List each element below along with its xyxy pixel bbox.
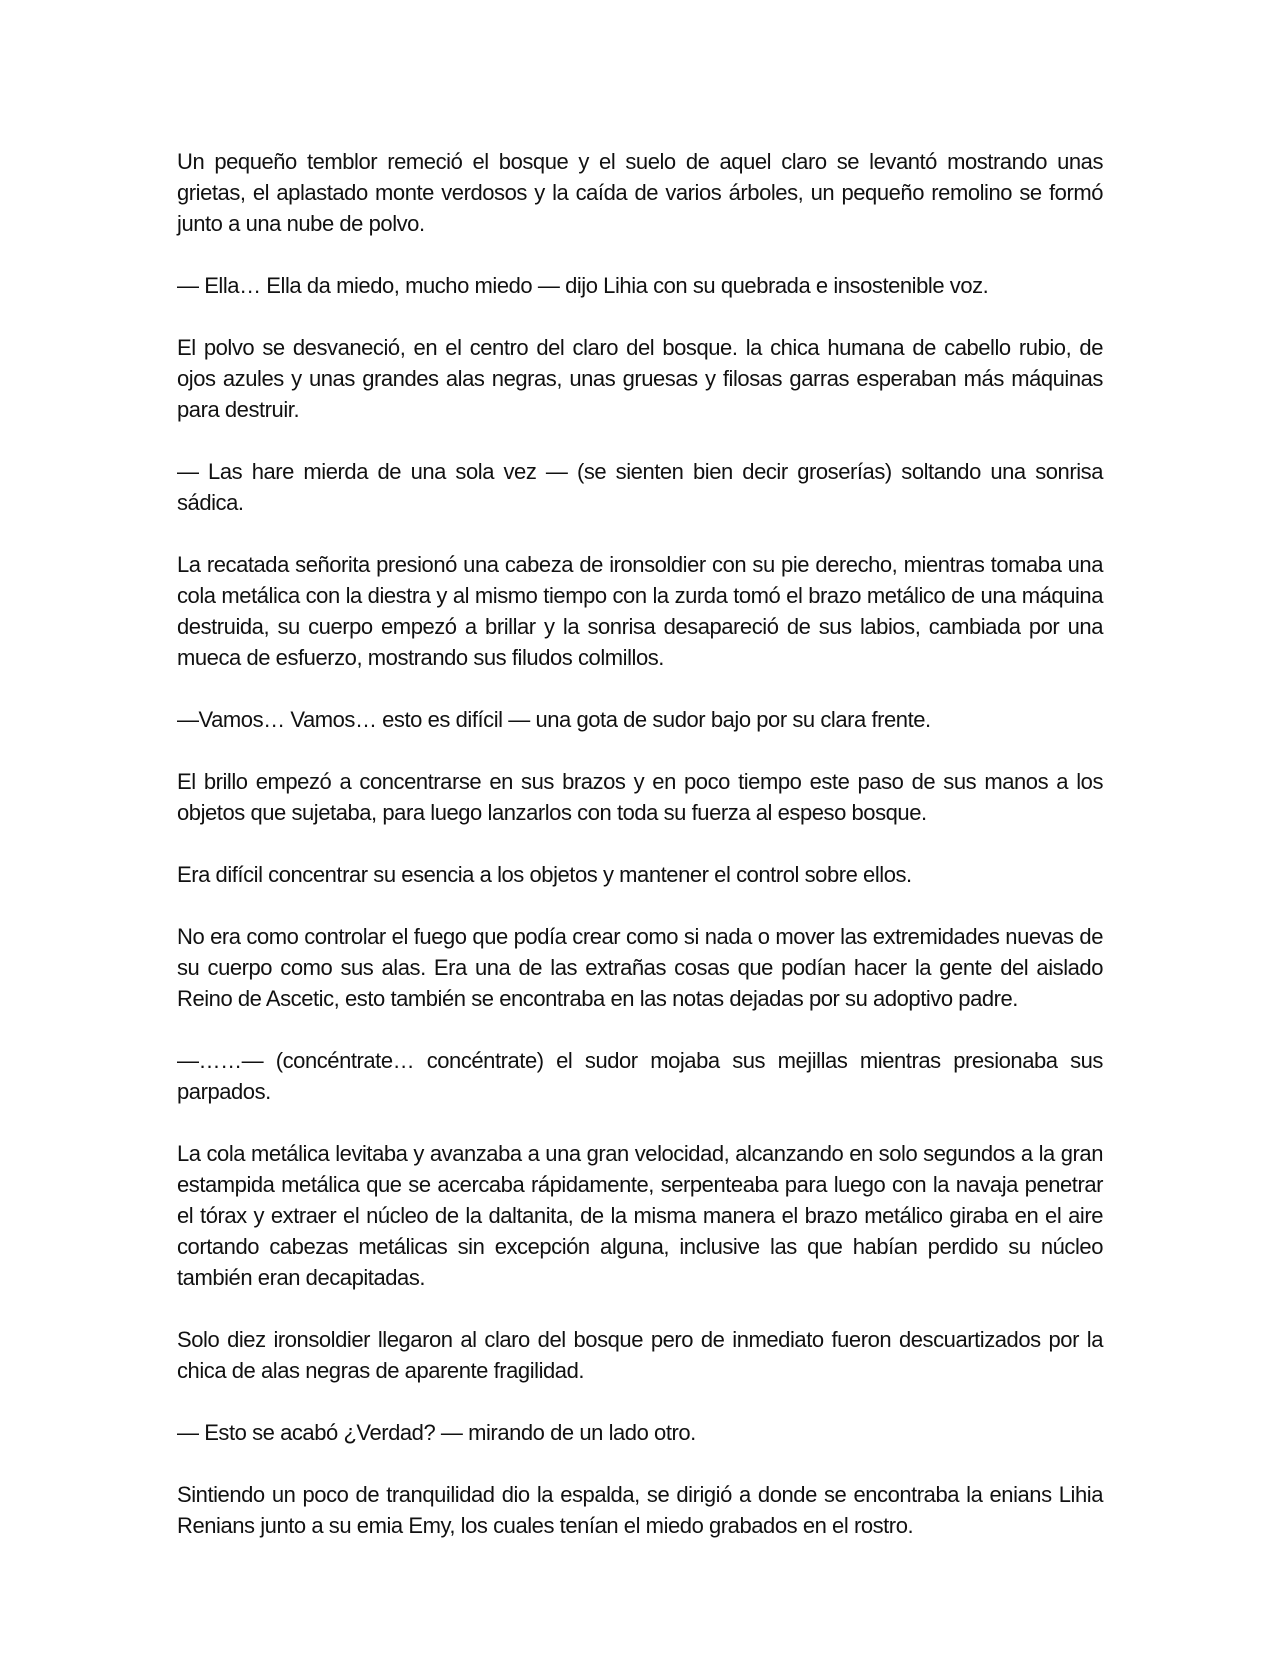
paragraph: —Vamos… Vamos… esto es difícil — una gota de sudor bajo por su clara frente. (177, 707, 931, 732)
paragraph: — Esto se acabó ¿Verdad? — mirando de un lado otro. (177, 1420, 696, 1445)
paragraph: Un pequeño temblor remeció el bosque y el suelo de aquel claro se levantó mostrando unas grietas, el aplastado monte verdosos y la caída de varios árboles, un pequeño remolino se formó junto a una nube de polvo. (177, 149, 1103, 236)
paragraph: No era como controlar el fuego que podía crear como si nada o mover las extremidades nuevas de su cuerpo como sus alas. Era una de las extrañas cosas que podían hacer la gente del aislado Reino de Ascetic, esto también se encontraba en las notas dejadas por su adoptivo padre. (177, 924, 1103, 1011)
paragraph: — Las hare mierda de una sola vez — (se sienten bien decir groserías) soltando una sonrisa sádica. (177, 459, 1103, 515)
paragraph: Sintiendo un poco de tranquilidad dio la espalda, se dirigió a donde se encontraba la enians Lihia Renians junto a su emia Emy, los cuales tenían el miedo grabados en el rostro. (177, 1482, 1103, 1538)
paragraph: La recatada señorita presionó una cabeza de ironsoldier con su pie derecho, mientras tomaba una cola metálica con la diestra y al mismo tiempo con la zurda tomó el brazo metálico de una máquina destruida, su cuerpo empezó a brillar y la sonrisa desapareció de sus labios, cambiada por una mueca de esfuerzo, mostrando sus filudos colmillos. (177, 552, 1103, 670)
paragraph: La cola metálica levitaba y avanzaba a una gran velocidad, alcanzando en solo segundos a la gran estampida metálica que se acercaba rápidamente, serpenteaba para luego con la navaja penetrar el tórax y extraer el núcleo de la daltanita, de la misma manera el brazo metálico giraba en el aire cortando cabezas metálicas sin excepción alguna, inclusive las que habían perdido su núcleo también eran decapitadas. (177, 1141, 1103, 1290)
paragraph: El brillo empezó a concentrarse en sus brazos y en poco tiempo este paso de sus manos a los objetos que sujetaba, para luego lanzarlos con toda su fuerza al espeso bosque. (177, 769, 1103, 825)
paragraph: — Ella… Ella da miedo, mucho miedo — dijo Lihia con su quebrada e insostenible voz. (177, 273, 989, 298)
paragraph: Era difícil concentrar su esencia a los objetos y mantener el control sobre ellos. (177, 862, 912, 887)
paragraph: —……— (concéntrate… concéntrate) el sudor mojaba sus mejillas mientras presionaba sus parpados. (177, 1048, 1103, 1104)
document-body (177, 146, 1103, 1572)
paragraph: Solo diez ironsoldier llegaron al claro del bosque pero de inmediato fueron descuartizados por la chica de alas negras de aparente fragilidad. (177, 1327, 1103, 1383)
paragraph: El polvo se desvaneció, en el centro del claro del bosque. la chica humana de cabello rubio, de ojos azules y unas grandes alas negras, unas gruesas y filosas garras esperaban más máquinas para destruir. (177, 335, 1103, 422)
